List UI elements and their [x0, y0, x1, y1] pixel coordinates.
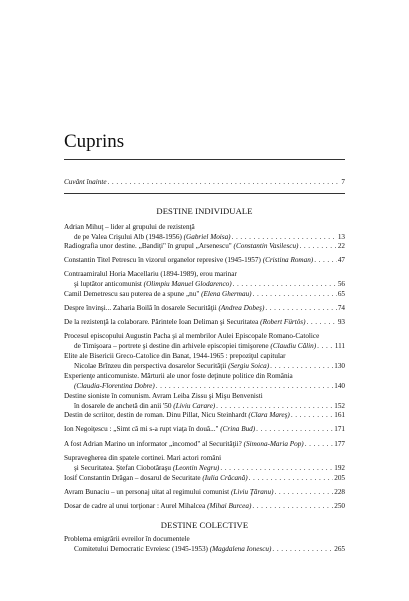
toc-entry — [64, 332, 345, 351]
dot-leader — [274, 488, 333, 498]
entry-title-line: de Timişoara – portrete şi destine din arhivele episcopiei timişorene — [74, 341, 269, 350]
dot-leader — [291, 411, 333, 421]
page-number: 65 — [337, 290, 345, 298]
dot-leader — [216, 402, 333, 412]
entry-author: (Iulia Crăcană) — [202, 474, 248, 482]
entry-title-line: Ion Negoiţescu : „Simt că mi s-a rupt viaţa în două..." — [64, 425, 219, 433]
entry-title-line: Problema emigrării evreilor în documentele — [64, 535, 190, 543]
page-number: 47 — [337, 256, 345, 264]
page-title: Cuprins — [64, 131, 125, 152]
entry-title-line: Dosar de cadre al unui torţionar : Aurel Mihalcea — [64, 502, 206, 510]
entry-author: (Liviu Carare) — [173, 401, 216, 410]
toc-entry — [64, 318, 345, 328]
entry-title-line: Destin de scriitor, destin de roman. Dinu Pillat, Nicu Steinhardt — [64, 411, 247, 419]
entry-title-line: De la rezistenţă la colaborare. Părintele Ioan Deliman şi Securitatea — [64, 318, 259, 326]
toc-entry — [64, 454, 345, 473]
dot-leader — [317, 342, 334, 352]
toc-entry-intro — [64, 178, 345, 188]
entry-author: (Robert Fürtös) — [260, 318, 306, 326]
page-number: 265 — [334, 544, 345, 553]
entry-title-line: Nicolae Brînzeu din perspectiva dosarelor Securităţii — [74, 361, 227, 370]
entry-title-line: Supravegherea din spatele cortinei. Mari actori români — [64, 454, 222, 462]
toc-entry — [64, 242, 345, 252]
toc-entry — [64, 440, 345, 450]
entry-author: (Claudiu Călin) — [270, 341, 317, 350]
page-number: 130 — [334, 361, 345, 370]
entry-title-line: Radiografia unor destine. „Bandiţi" în grupul „Arsenescu" — [64, 242, 232, 250]
page-number: 13 — [337, 232, 345, 241]
toc-entry — [64, 425, 345, 435]
entry-author: (Cristina Roman) — [262, 256, 314, 264]
entry-author: (Leontin Negru) — [172, 463, 220, 472]
dot-leader — [253, 290, 337, 300]
page-number: 250 — [334, 502, 345, 510]
toc-entry — [64, 290, 345, 300]
entry-title-line: în dosarele de anchetă din anii '50 — [74, 401, 172, 410]
entry-title-line: Comitetului Democratic Evreiesc (1945-1953) — [74, 544, 208, 553]
page-number: 56 — [337, 279, 345, 288]
entry-title-line: Procesul episcopului Augustin Pacha şi al membrilor Aulei Episcopale Romano-Catolice — [64, 332, 320, 340]
dot-leader — [220, 464, 333, 474]
dot-leader — [270, 362, 333, 372]
toc-entry — [64, 372, 345, 391]
entry-author: (Constantin Vasilescu) — [233, 242, 299, 250]
entry-title-line: A fost Adrian Marino un informator „incomod" al Securităţii? — [64, 440, 242, 448]
entry-title-line: Iosif Constantin Drăgan – dosarul de Securitate — [64, 474, 201, 482]
page-number: 74 — [337, 304, 345, 312]
entry-author: (Sergiu Soica) — [228, 361, 270, 370]
entry-title-line: Elite ale Bisericii Greco-Catolice din Banat, 1944-1965 : prepoziţul capitular — [64, 352, 286, 360]
entry-title-line: Avram Bunaciu – un personaj uitat al regimului comunist — [64, 488, 230, 496]
entry-title-line: Camil Demetrescu sau puterea de a spune „nu" — [64, 290, 200, 298]
toc-entry — [64, 352, 345, 371]
entry-title-line: Despre învinşi... Zaharia Boilă în dosarele Securităţii — [64, 304, 217, 312]
entry-title-line: de pe Valea Crişului Alb (1948-1956) — [74, 232, 182, 241]
entry-author: (Liviu Ţăranu) — [230, 488, 274, 496]
entry-title-line: Experienţe anticomuniste. Mărturii ale unor foste deţinute politice din România — [64, 372, 293, 380]
intro-label: Cuvânt înainte — [64, 178, 107, 186]
entry-title-line: şi luptător anticomunist — [74, 279, 142, 288]
entry-author: (Gabriel Moisa) — [183, 232, 231, 241]
page-number: 152 — [334, 401, 345, 410]
dot-leader — [232, 233, 337, 243]
entry-author: (Clara Mareş) — [248, 411, 290, 419]
page-number: 228 — [334, 488, 345, 496]
page-number: 7 — [341, 178, 345, 186]
toc-entry — [64, 304, 345, 314]
dot-leader — [265, 304, 336, 314]
toc-entry — [64, 270, 345, 289]
page-number: 171 — [334, 425, 345, 433]
dot-leader — [252, 502, 333, 512]
dot-leader — [314, 256, 337, 266]
dot-leader — [156, 382, 334, 392]
toc-entry — [64, 223, 345, 242]
page-number: 205 — [334, 474, 345, 482]
toc-entry — [64, 488, 345, 498]
entry-author: (Claudia-Florentina Dobre) — [74, 381, 155, 390]
dot-leader — [305, 440, 334, 450]
dot-leader — [108, 178, 341, 188]
section-heading-collective: DESTINE COLECTIVE — [160, 520, 249, 530]
dot-leader — [272, 545, 333, 555]
entry-title-line: Contraamiralul Horia Macellariu (1894-1989), erou marinar — [64, 270, 237, 278]
entry-author: (Elena Ghermau) — [201, 290, 252, 298]
page-number: 192 — [334, 463, 345, 472]
dot-leader — [299, 242, 336, 252]
dot-leader — [256, 425, 333, 435]
page-number: 140 — [334, 381, 345, 390]
page-number: 93 — [337, 318, 345, 326]
entry-title-line: Constantin Titel Petrescu în vizorul organelor represive (1945-1957) — [64, 256, 261, 264]
entry-author: (Simona-Maria Pop) — [243, 440, 304, 448]
entry-title-line: Adrian Mihuţ – lider al grupului de rezistenţă — [64, 223, 195, 231]
section-heading-individual: DESTINE INDIVIDUALE — [156, 206, 253, 216]
page-number: 22 — [337, 242, 345, 250]
toc-entry — [64, 392, 345, 411]
entry-title-line: Destine sioniste în comunism. Avram Leiba Zissu şi Mişu Benvenisti — [64, 392, 263, 400]
toc-entry — [64, 411, 345, 421]
dot-leader — [233, 280, 337, 290]
entry-author: (Andrea Dobeş) — [218, 304, 265, 312]
entry-author: (Olimpiu Manuel Glodarenco) — [143, 279, 232, 288]
title-rule — [64, 159, 345, 160]
toc-entry — [64, 535, 345, 554]
dot-leader — [249, 474, 334, 484]
entry-author: (Crina Bud) — [220, 425, 256, 433]
toc-entry — [64, 502, 345, 512]
entry-title-line: şi Securitatea. Ştefan Ciobotăraşu — [74, 463, 172, 472]
toc-entry — [64, 256, 345, 266]
entry-author: (Mihai Burcea) — [207, 502, 252, 510]
toc-entry — [64, 474, 345, 484]
dot-leader — [307, 318, 337, 328]
page-number: 161 — [334, 411, 345, 419]
page-number: 111 — [334, 341, 345, 350]
page-number: 177 — [334, 440, 345, 448]
intro-rule — [64, 193, 345, 194]
entry-author: (Magdalena Ionescu) — [209, 544, 272, 553]
